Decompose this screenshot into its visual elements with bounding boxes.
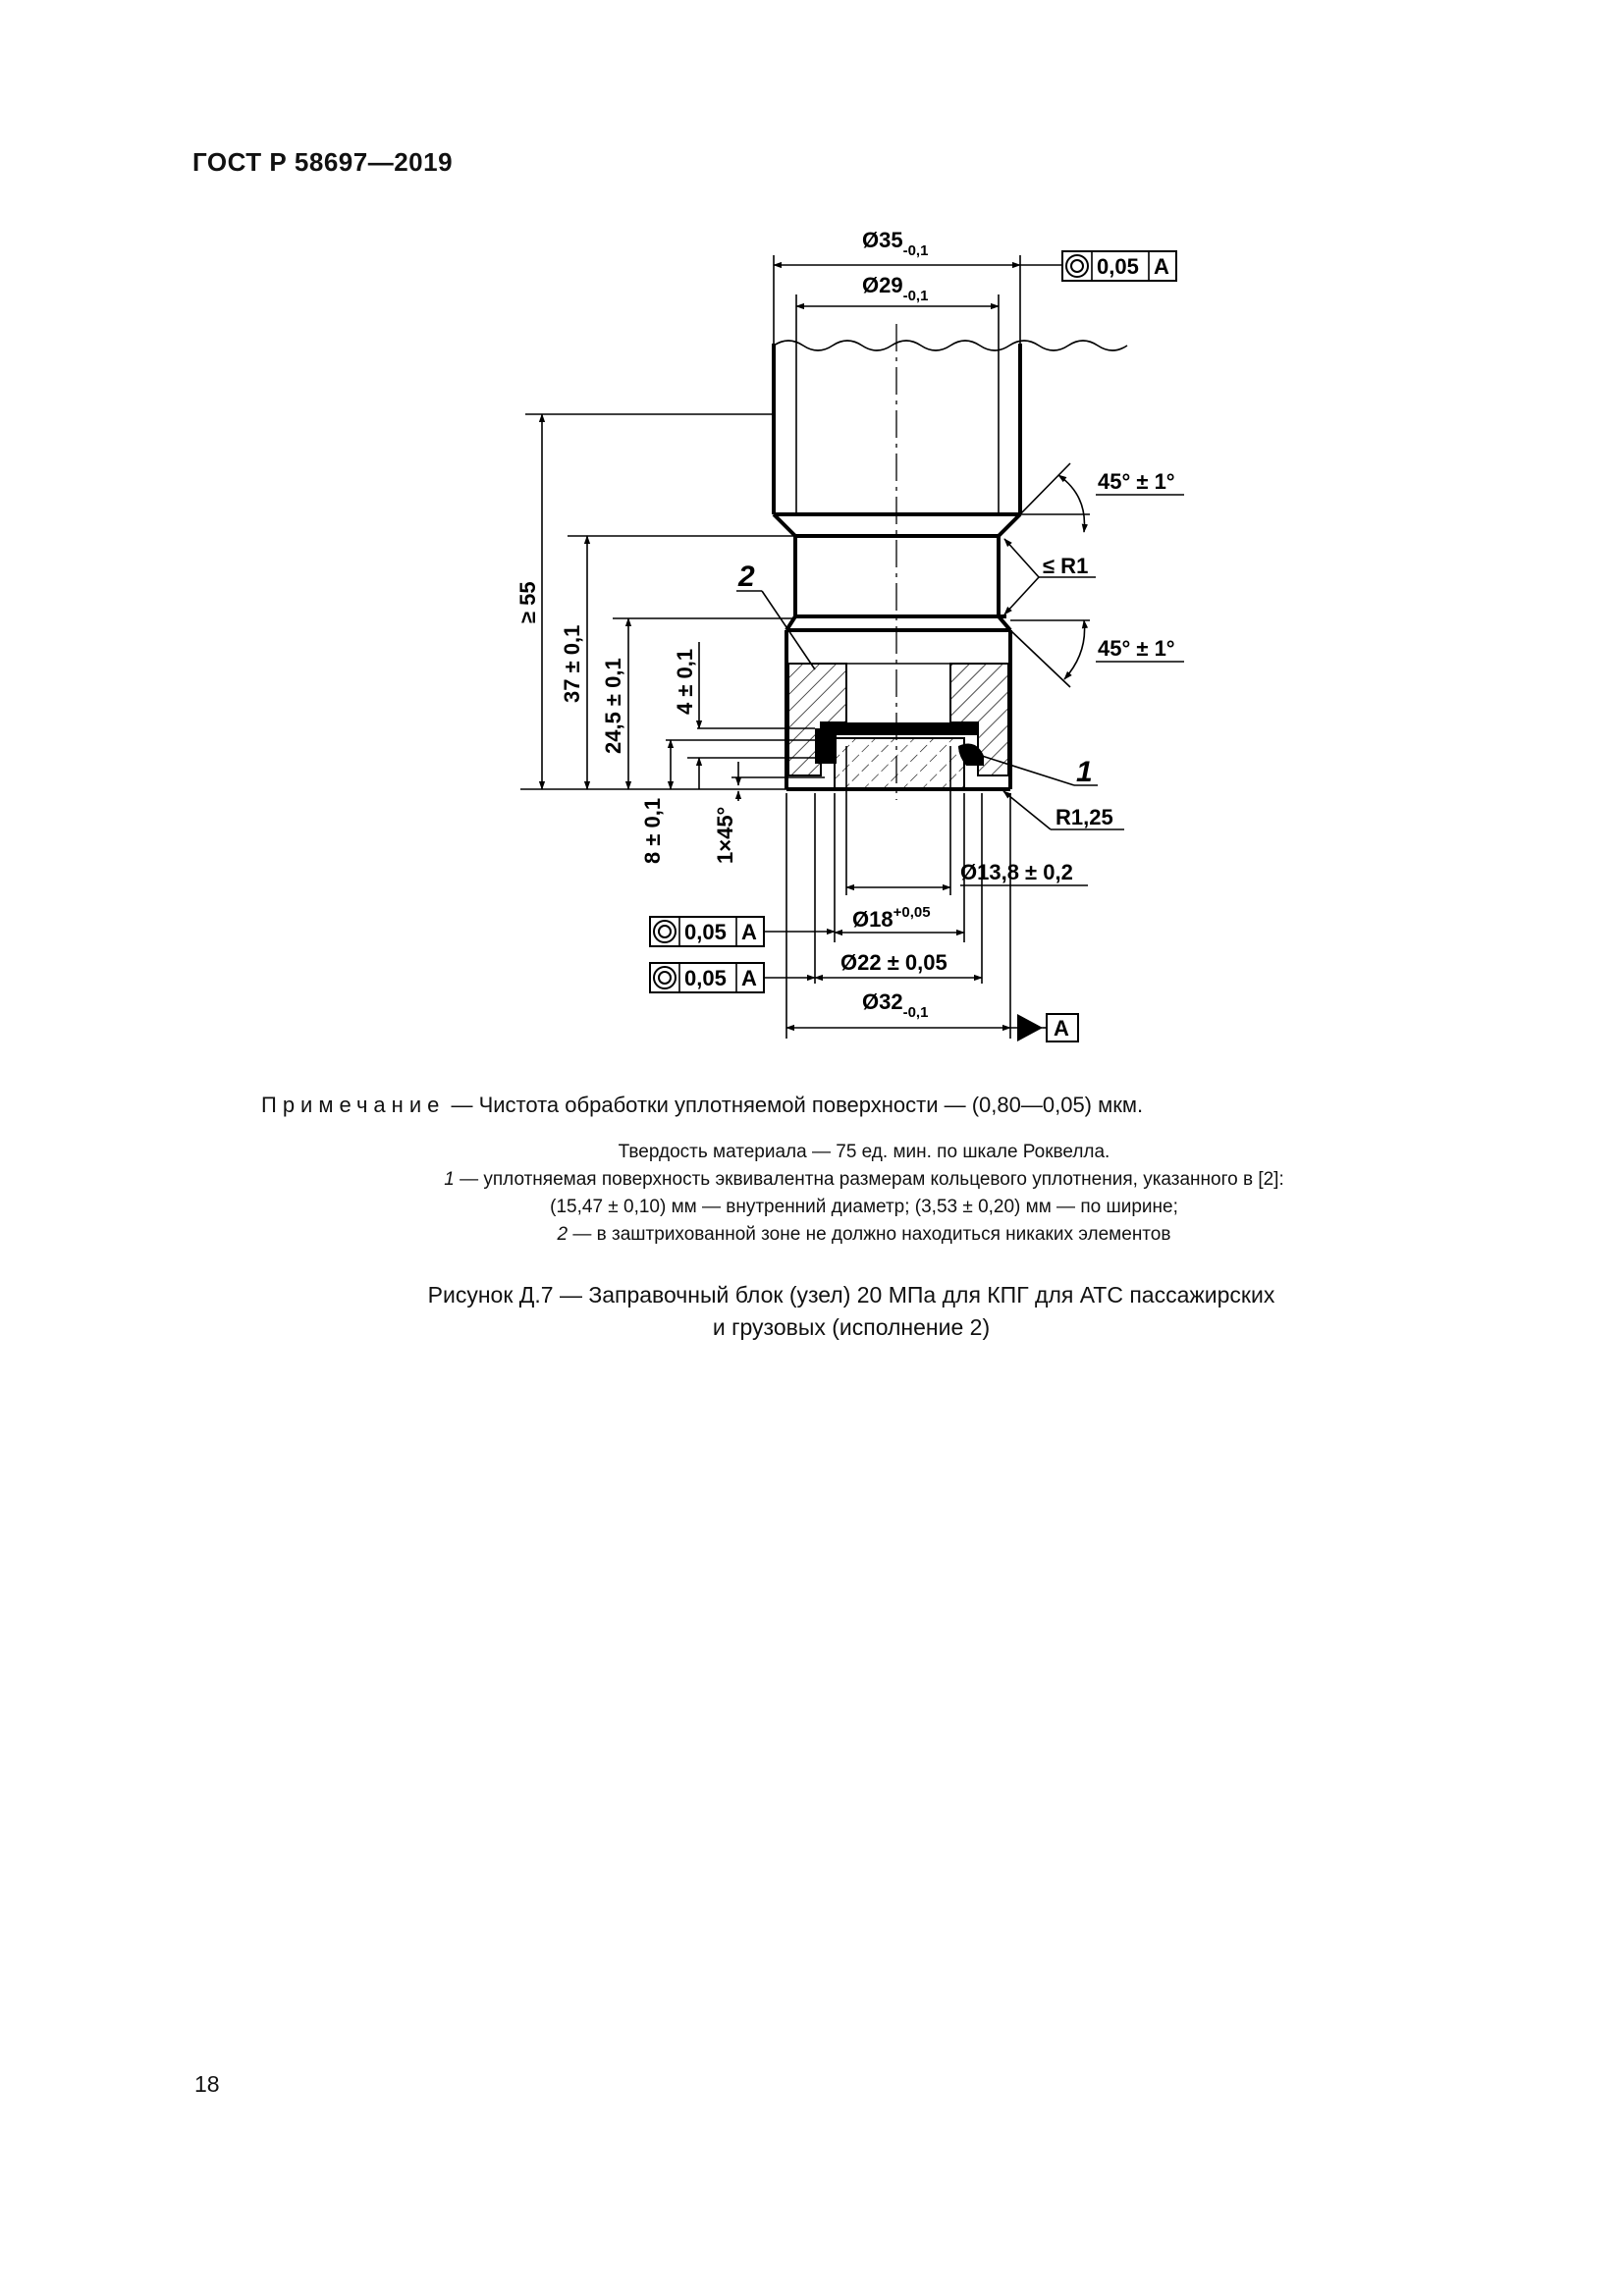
- tolerance-value: 0,05: [684, 920, 727, 944]
- caption-line-1: Рисунок Д.7 — Заправочный блок (узел) 20 МПа для КПГ для АТС пассажирских: [427, 1282, 1275, 1308]
- explanation-item-2: [314, 1221, 1414, 1249]
- document-header: ГОСТ Р 58697—2019: [192, 147, 454, 177]
- dim-d29-tolerance: -0,1: [902, 288, 929, 304]
- explanation-item-1-text: — уплотняемая поверхность эквивалентна размерам кольцевого уплотнения, указанного в [2]:: [454, 1169, 1284, 1190]
- explanation-ring-dims: (15,47 ± 0,10) мм — внутренний диаметр; (3,53 ± 0,20) мм — по ширине;: [550, 1197, 1178, 1217]
- tolerance-datum: A: [741, 920, 757, 944]
- explanation-item-1-number: 1: [444, 1169, 455, 1190]
- technical-drawing: [0, 0, 1624, 1060]
- datum-triangle-icon: [1017, 1014, 1043, 1041]
- radius-r1-label: ≤ R1: [1043, 554, 1089, 578]
- angle-upper: [1020, 463, 1184, 532]
- angle-upper-label: 45° ± 1°: [1098, 469, 1175, 494]
- angle-lower-label: 45° ± 1°: [1098, 636, 1175, 661]
- dim-h8-label: 8 ± 0,1: [640, 797, 665, 864]
- dimension-h24: [601, 618, 795, 789]
- dimension-h55: [515, 414, 786, 789]
- dim-h4-label: 4 ± 0,1: [673, 648, 697, 715]
- radius-r125: [1003, 791, 1124, 829]
- figure-note: [261, 1093, 1420, 1118]
- figure-explanations: [314, 1139, 1414, 1249]
- dimension-d29: [796, 273, 999, 344]
- dim-d32-tolerance: -0,1: [902, 1004, 929, 1021]
- dim-d29-value: Ø29: [862, 273, 903, 297]
- dim-d35-value: Ø35: [862, 228, 903, 252]
- dim-d35-tolerance: -0,1: [902, 242, 929, 259]
- explanation-item-2-number: 2: [557, 1224, 568, 1245]
- item-1-label: 1: [1076, 756, 1093, 788]
- dim-d32-value: Ø32: [862, 989, 903, 1014]
- note-label: Примечание: [261, 1093, 446, 1117]
- caption-line-2: и грузовых (исполнение 2): [712, 1314, 991, 1340]
- radius-r1: [1004, 539, 1096, 614]
- dimension-d22: [815, 793, 982, 984]
- note-text: — Чистота обработки уплотняемой поверхности — (0,80—0,05) мкм.: [445, 1093, 1144, 1117]
- page-number: 18: [194, 2071, 220, 2097]
- dim-h24-label: 24,5 ± 0,1: [601, 658, 625, 754]
- dim-d22-label: Ø22 ± 0,05: [840, 950, 947, 975]
- dim-chamfer-label: 1×45°: [713, 806, 737, 864]
- datum-marker: [1010, 1014, 1078, 1041]
- dimension-chamfer: [713, 762, 825, 864]
- datum-label: A: [1054, 1016, 1069, 1041]
- tolerance-frame-d18: [650, 917, 835, 946]
- angle-lower: [1010, 620, 1184, 687]
- dim-d18-tolerance: +0,05: [893, 904, 931, 921]
- dim-h37-label: 37 ± 0,1: [560, 624, 584, 703]
- svg-text:Ø29-0,1: [862, 273, 928, 304]
- svg-text:Ø32-0,1: [862, 989, 928, 1021]
- dim-d13-label: Ø13,8 ± 0,2: [960, 860, 1073, 884]
- svg-text:Ø18+0,05: [852, 904, 931, 932]
- break-line: [774, 341, 1127, 350]
- svg-text:Ø35-0,1: [862, 228, 928, 259]
- radius-r125-label: R1,25: [1056, 805, 1113, 829]
- tolerance-value: 0,05: [1097, 254, 1139, 279]
- explanation-item-2-text: — в заштрихованной зоне не должно находиться никаких элементов: [568, 1224, 1171, 1245]
- explanation-hardness: Твердость материала — 75 ед. мин. по шкале Роквелла.: [618, 1142, 1110, 1162]
- tolerance-frame-d22: [650, 963, 815, 992]
- tolerance-frame-top: [1020, 251, 1176, 281]
- dimension-d18: [835, 793, 964, 942]
- tolerance-datum: A: [741, 966, 757, 990]
- figure-caption: [295, 1279, 1408, 1344]
- explanation-item-1: [314, 1166, 1414, 1194]
- dim-d18-value: Ø18: [852, 907, 893, 932]
- dim-h55-label: ≥ 55: [515, 581, 540, 623]
- tolerance-datum: A: [1154, 254, 1169, 279]
- tolerance-value: 0,05: [684, 966, 727, 990]
- item-2-label: 2: [738, 561, 755, 593]
